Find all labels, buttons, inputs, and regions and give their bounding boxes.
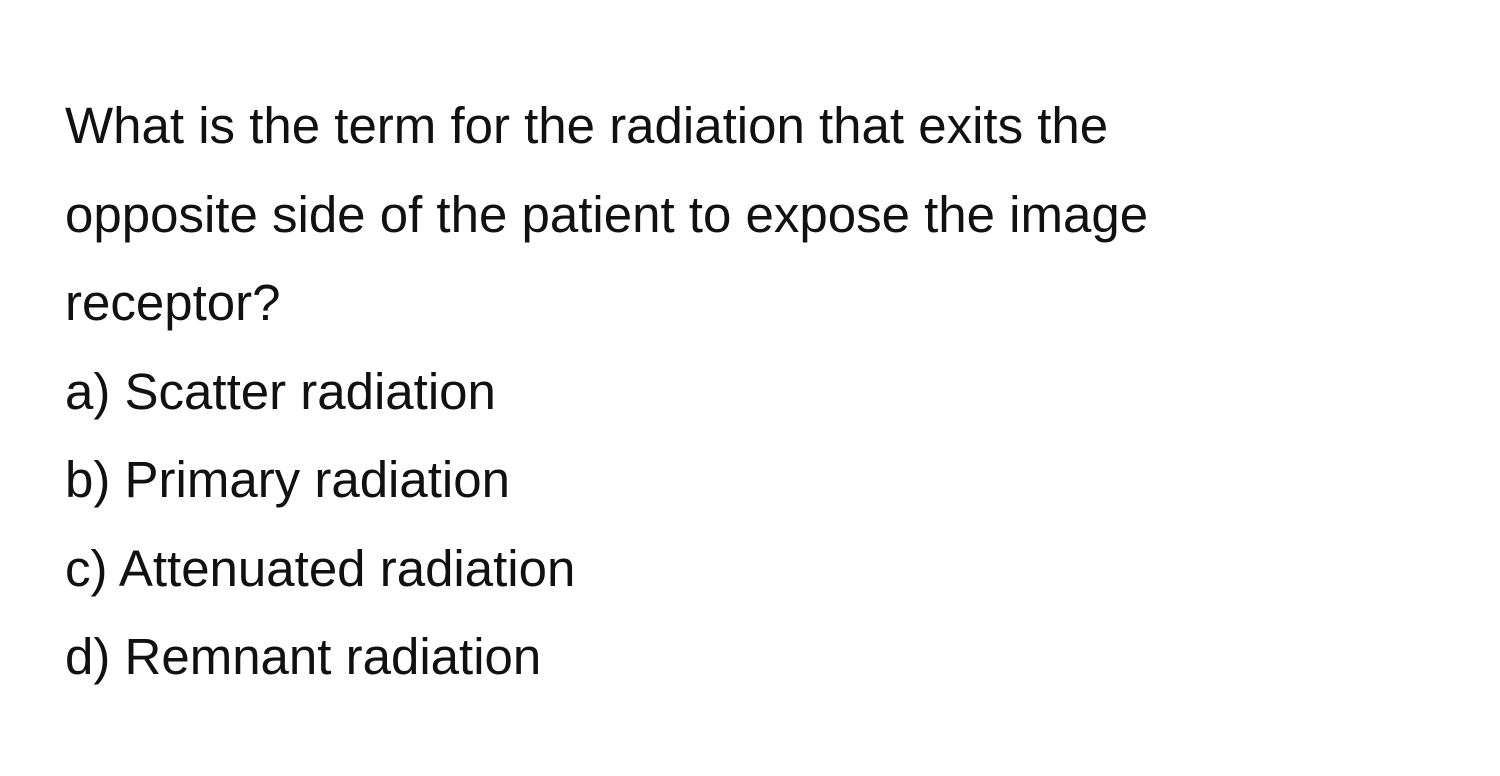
option-d: d) Remnant radiation (65, 628, 542, 685)
question-card (65, 82, 1445, 702)
answer-options (65, 348, 1445, 702)
option-c: c) Attenuated radiation (65, 539, 576, 597)
question-line: What is the term for the radiation that exits the (65, 97, 1109, 154)
question-line: receptor? (65, 274, 281, 331)
option-b: b) Primary radiation (65, 451, 510, 508)
option-a: a) Scatter radiation (65, 362, 496, 420)
question-line: opposite side of the patient to expose the image (65, 185, 1149, 243)
question-text (65, 82, 1445, 348)
